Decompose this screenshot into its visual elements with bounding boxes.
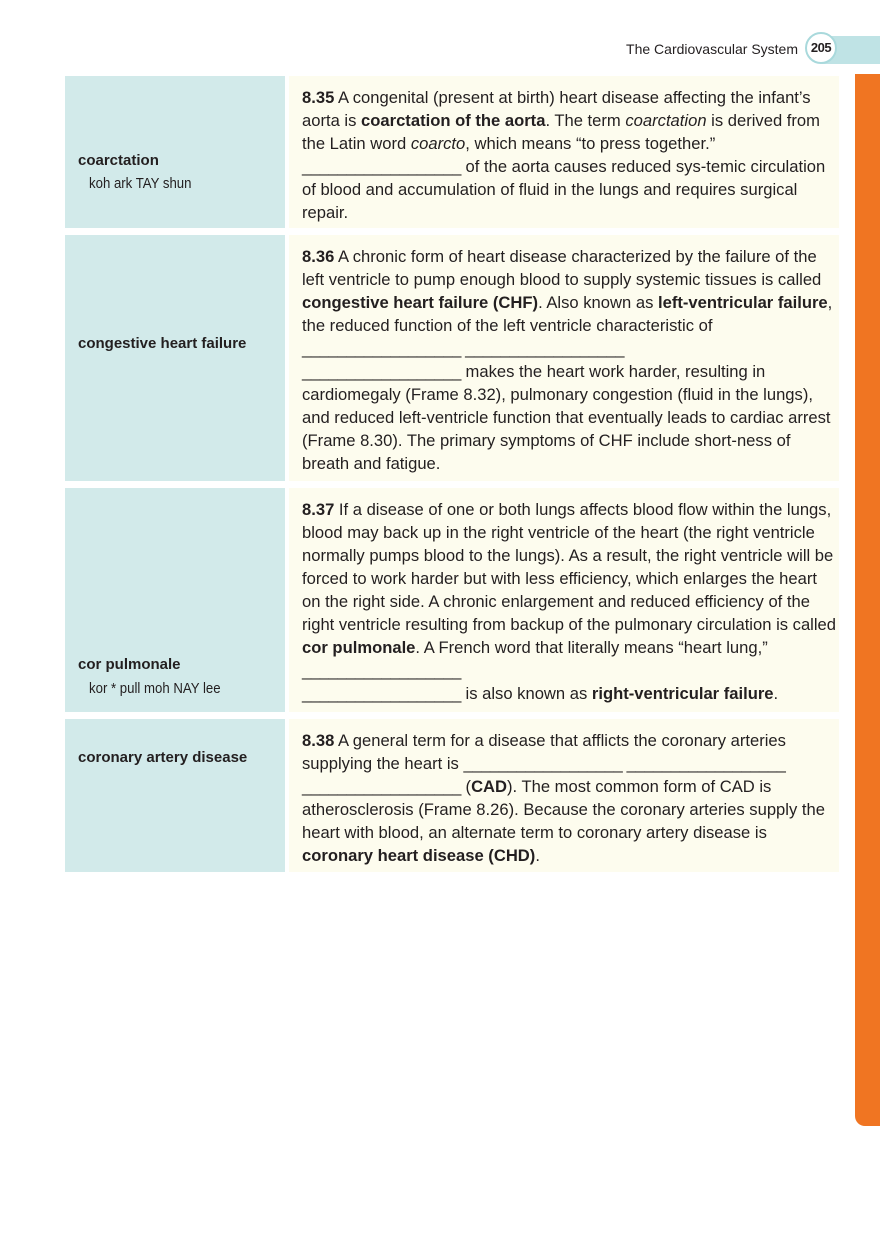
frame-number: 8.37	[302, 500, 335, 519]
frame-number: 8.36	[302, 247, 335, 266]
term-panel-cad	[65, 719, 285, 872]
answer-blank[interactable]: __________________ __________________	[463, 754, 786, 773]
term-panel-coarctation	[65, 76, 285, 228]
answer-blank[interactable]: __________________	[302, 661, 461, 680]
answer-blank[interactable]: __________________	[302, 157, 461, 176]
answer-blank[interactable]: __________________	[302, 777, 461, 796]
pronunciation: koh ark TAY shun	[89, 175, 192, 192]
answer-blank[interactable]: __________________ __________________	[302, 339, 625, 358]
term-label: cor pulmonale	[78, 656, 181, 673]
frame-number: 8.38	[302, 731, 335, 750]
term-panel-cor-pulmonale	[65, 488, 285, 712]
frame-text: 8.37 If a disease of one or both lungs affects blood flow within the lungs, blood may back up in the right ventricle of the heart (the right ventricle normally pumps blood to the lungs). As a result, the right ventricle will be forced to work harder but with less efficiency, which enlarges the heart on the right side. A chronic enlargement and reduced efficiency of the right ventricle resulting from backup of the pulmonary circulation is called cor pulmonale. A French word that literally means “heart lung,” __________________ __________________ is also known as right-ventricular failure.	[302, 500, 837, 703]
frame-8-35	[289, 76, 839, 228]
frame-number: 8.35	[302, 88, 335, 107]
term-label: coronary artery disease	[78, 749, 248, 766]
frame-text: 8.36 A chronic form of heart disease characterized by the failure of the left ventricle to pump enough blood to supply systemic tissues is called congestive heart failure (CHF). Also known as left-ventricular failure, the reduced function of the left ventricle characteristic of __________________ __________________ __________________ makes the heart work harder, resulting in cardiomegaly (Frame 8.32), pulmonary congestion (fluid in the lungs), and reduced left-ventricle function that eventually leads to cardiac arrest (Frame 8.30). The primary symptoms of CHF include short-ness of breath and fatigue.	[302, 247, 833, 473]
chapter-tab	[855, 74, 880, 1126]
answer-blank[interactable]: __________________	[302, 684, 461, 703]
chapter-title: The Cardiovascular System	[626, 41, 798, 57]
frame-8-36	[289, 235, 839, 481]
frame-8-37	[289, 488, 839, 712]
term-label: coarctation	[78, 152, 159, 169]
answer-blank[interactable]: __________________	[302, 362, 461, 381]
pronunciation: kor * pull moh NAY lee	[89, 680, 221, 697]
term-panel-chf	[65, 235, 285, 481]
frame-text: 8.38 A general term for a disease that afflicts the coronary arteries supplying the heart is __________________ __________________ __________________ (CAD). The most common form of CAD is atherosclerosis (Frame 8.26). Because the coronary arteries supply the heart with blood, an alternate term to coronary artery disease is coronary heart disease (CHD).	[302, 731, 825, 865]
frame-8-38	[289, 719, 839, 872]
page-number: 205	[805, 32, 837, 64]
term-label: congestive heart failure	[78, 335, 247, 352]
frame-text: 8.35 A congenital (present at birth) heart disease affecting the infant’s aorta is coarctation of the aorta. The term coarctation is derived from the Latin word coarcto, which means “to press together.” __________________ of the aorta causes reduced sys-temic circulation of blood and accumulation of fluid in the lungs and requires surgical repair.	[302, 88, 826, 222]
